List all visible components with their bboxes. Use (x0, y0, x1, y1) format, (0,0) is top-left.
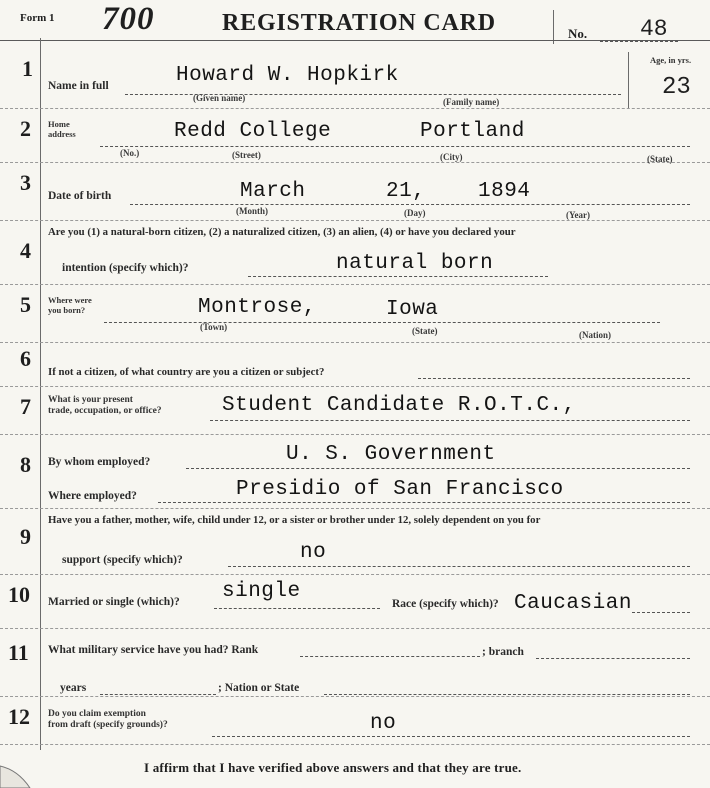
marital-status-label: Married or single (which)? (48, 596, 180, 608)
row-separator (0, 162, 710, 163)
row-separator (0, 342, 710, 343)
state-hint: (State) (647, 154, 673, 164)
branch-label: ; branch (482, 646, 524, 658)
name-label: Name in full (48, 80, 109, 92)
citizenship-question: Are you (1) a natural-born citizen, (2) a naturalized citizen, (3) an alien, (4) or have you declared your (48, 226, 516, 238)
birthplace-label-line1: Where were (48, 295, 92, 305)
occupation-label-line1: What is your present (48, 395, 133, 405)
citizenship-label: intention (specify which)? (62, 262, 189, 274)
branch-underline (536, 658, 690, 659)
marital-status-value: single (222, 580, 301, 603)
number-column-rule (40, 38, 41, 750)
birth-state-hint: (State) (412, 326, 438, 336)
employer-value: U. S. Government (286, 443, 496, 466)
row-separator (0, 744, 710, 745)
dependents-label: support (specify which)? (62, 554, 183, 566)
address-underline (100, 146, 690, 147)
given-name-hint: (Given name) (193, 93, 246, 103)
dependents-value: no (300, 541, 327, 564)
where-employed-underline (158, 502, 690, 503)
employer-label: By whom employed? (48, 456, 151, 468)
row-separator (0, 508, 710, 509)
street-value: Redd College (174, 120, 332, 143)
rank-underline (300, 656, 480, 657)
form-number: Form 1 (20, 12, 55, 24)
row-number-9: 9 (20, 524, 31, 549)
row-separator (0, 108, 710, 109)
years-label: years (60, 682, 87, 694)
row-separator (0, 628, 710, 629)
exemption-label-line2: from draft (specify grounds)? (48, 720, 168, 730)
row-separator (0, 220, 710, 221)
row-separator (0, 434, 710, 435)
row-separator (0, 386, 710, 387)
where-employed-value: Presidio of San Francisco (236, 478, 564, 501)
card-title: REGISTRATION CARD (222, 10, 496, 36)
age-box-rule (628, 52, 629, 108)
birthplace-underline (104, 322, 660, 323)
row-separator (0, 284, 710, 285)
home-label: Home (48, 119, 70, 129)
birthplace-label-line2: you born? (48, 305, 86, 315)
row-number-7: 7 (20, 394, 31, 419)
row-number-2: 2 (20, 116, 31, 141)
row-separator (0, 696, 710, 697)
nation-or-state-label: ; Nation or State (218, 682, 300, 694)
house-number-hint: (No.) (120, 148, 140, 158)
row-number-1: 1 (22, 56, 33, 81)
age-label: Age, in yrs. (650, 55, 692, 65)
nation-or-state-underline (324, 694, 690, 695)
birth-day-value: 21, (386, 180, 426, 203)
birth-town-value: Montrose, (198, 296, 316, 319)
card-no-value: 48 (640, 16, 668, 42)
row-number-12: 12 (8, 704, 30, 729)
exemption-value: no (370, 712, 397, 735)
birth-month-value: March (240, 180, 306, 203)
no-box-divider (553, 10, 554, 44)
race-value: Caucasian (514, 592, 632, 615)
family-name-hint: (Family name) (443, 97, 500, 107)
dependents-question: Have you a father, mother, wife, child under 12, or a sister or brother under 12, solely dependent on you for (48, 514, 541, 526)
dependents-underline (228, 566, 690, 567)
occupation-label-line2: trade, occupation, or office? (48, 406, 162, 416)
birth-year-value: 1894 (478, 180, 531, 203)
row-number-5: 5 (20, 292, 31, 317)
dob-underline (130, 204, 690, 205)
row-number-10: 10 (8, 582, 30, 607)
street-hint: (Street) (232, 150, 261, 160)
serial-number: 700 (102, 1, 155, 37)
citizenship-value: natural born (336, 252, 494, 275)
torn-corner (0, 756, 40, 788)
row-number-3: 3 (20, 170, 31, 195)
name-value: Howard W. Hopkirk (176, 64, 399, 87)
occupation-underline (210, 420, 690, 421)
no-label: No. (568, 26, 588, 41)
row-number-11: 11 (8, 640, 29, 665)
exemption-underline (212, 736, 690, 737)
frame-top (0, 40, 710, 41)
race-label: Race (specify which)? (392, 598, 499, 610)
year-hint: (Year) (566, 210, 590, 220)
day-hint: (Day) (404, 208, 426, 218)
city-hint: (City) (440, 152, 463, 162)
years-underline (100, 694, 216, 695)
month-hint: (Month) (236, 206, 268, 216)
occupation-value: Student Candidate R.O.T.C., (222, 394, 576, 417)
row-number-4: 4 (20, 238, 31, 263)
marital-status-underline (214, 608, 380, 609)
city-value: Portland (420, 120, 525, 143)
where-employed-label: Where employed? (48, 490, 137, 502)
birth-state-value: Iowa (386, 298, 439, 321)
employer-underline (186, 468, 690, 469)
dob-label: Date of birth (48, 190, 112, 202)
age-value: 23 (662, 74, 691, 101)
row-separator (0, 574, 710, 575)
town-hint: (Town) (200, 322, 228, 332)
address-label: address (48, 129, 76, 139)
foreign-citizenship-underline (418, 378, 690, 379)
nation-hint: (Nation) (579, 330, 611, 340)
exemption-label-line1: Do you claim exemption (48, 709, 146, 719)
citizenship-underline (248, 276, 548, 277)
foreign-citizenship-label: If not a citizen, of what country are you a citizen or subject? (48, 366, 325, 378)
row-number-8: 8 (20, 452, 31, 477)
affirmation-text: I affirm that I have verified above answers and that they are true. (144, 760, 522, 775)
row-number-6: 6 (20, 346, 31, 371)
military-service-label: What military service have you had? Rank (48, 644, 259, 656)
